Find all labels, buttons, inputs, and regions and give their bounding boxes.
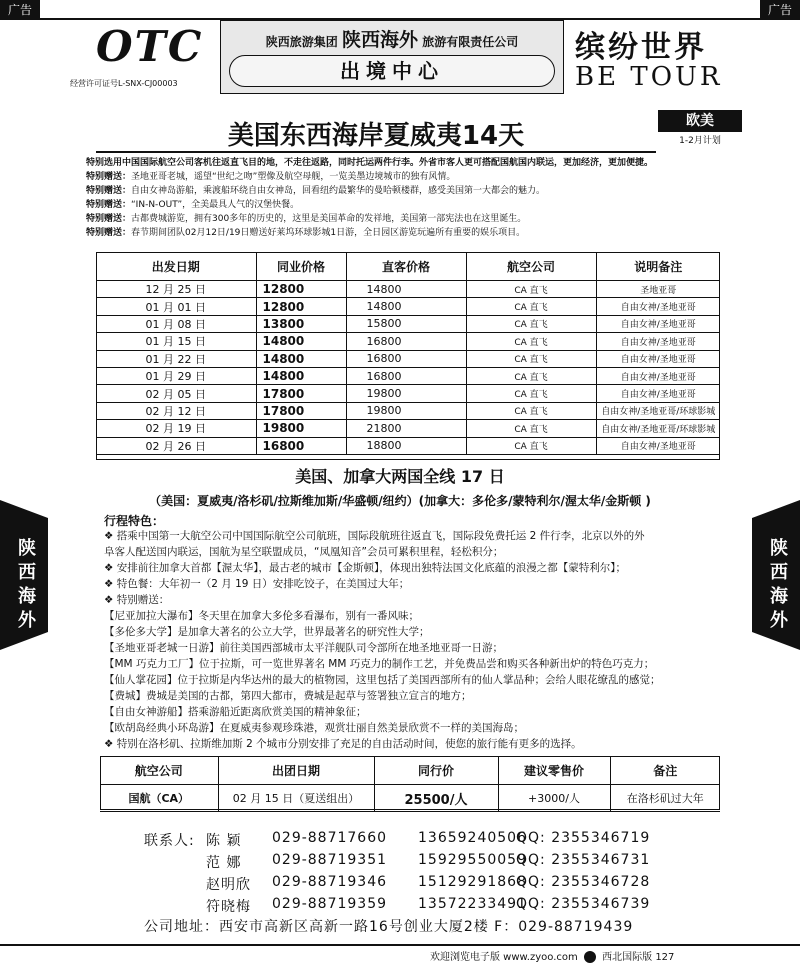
- company-suffix: 旅游有限责任公司: [422, 35, 519, 49]
- col-header: 航空公司: [100, 756, 218, 785]
- cell-note: 在洛杉矶过大年: [610, 785, 720, 812]
- cell-date: 01 月 29 日: [96, 367, 256, 384]
- region-badge: [658, 110, 742, 152]
- company-address: 公司地址：西安市高新区高新一路16号创业大厦2楼 F：029-88719439: [144, 919, 634, 935]
- footer-text: 欢迎浏览电子版 www.zyoo.com: [430, 952, 578, 963]
- side-tab-text-right: 陕西海外: [767, 538, 788, 634]
- otc-logo: OTC: [96, 22, 204, 71]
- itinerary-line: 阜客人配送国内联运，国航为星空联盟成员，“凤凰知音”会员可累积里程，轻松积分；: [104, 546, 504, 558]
- cell-airline: CA 直飞: [466, 402, 596, 419]
- cell-note: 自由女神/圣地亚哥: [596, 298, 720, 315]
- contact-name: 范 娜: [206, 855, 242, 871]
- cell-airline: CA 直飞: [466, 350, 596, 367]
- cell-direct-price: 16800: [346, 367, 466, 384]
- contact-mobile: 13572233491: [418, 896, 527, 912]
- company-name: 陕西海外: [341, 29, 418, 51]
- page-number: 127: [655, 952, 675, 963]
- cell-date: 02 月 15 日（夏送组出）: [218, 785, 374, 812]
- cell-direct-price: 16800: [346, 333, 466, 350]
- contact-label: 联系人:: [144, 833, 195, 849]
- cell-direct-price: 19800: [346, 385, 466, 402]
- side-tab-text-left: 陕西海外: [15, 538, 36, 634]
- cell-note: 自由女神/圣地亚哥: [596, 437, 720, 454]
- table-row: [96, 420, 720, 437]
- contact-name: 赵明欣: [206, 877, 251, 893]
- col-header: 出发日期: [96, 252, 256, 281]
- cell-airline: 国航（CA）: [100, 785, 218, 812]
- cell-date: 01 月 22 日: [96, 350, 256, 367]
- table-row: [96, 437, 720, 454]
- table-row: [96, 385, 720, 402]
- cell-date: 02 月 26 日: [96, 437, 256, 454]
- itinerary-line: ❖ 搭乘中国第一大航空公司中国国际航空公司航班，国际段航班往返直飞，国际段免费托运 2 件行李，北京以外的外: [104, 530, 645, 542]
- itinerary-line: 【圣地亚哥老城一日游】前往美国西部城市太平洋舰队司令部所在地圣地亚哥一日游；: [104, 642, 503, 654]
- department-name: 出境中心: [229, 55, 555, 87]
- feature-line: 特别赠送：自由女神岛游船，乘渡船环绕自由女神岛，回看纽约最繁华的曼哈顿楼群，感受美国第一大都会的魅力。: [86, 186, 546, 196]
- cell-peer-price: 12800: [256, 298, 346, 315]
- cell-airline: CA 直飞: [466, 281, 596, 298]
- cell-airline: CA 直飞: [466, 420, 596, 437]
- region-plan: 1-2月计划: [679, 136, 721, 146]
- cell-airline: CA 直飞: [466, 315, 596, 332]
- cell-airline: CA 直飞: [466, 333, 596, 350]
- col-header: 航空公司: [466, 252, 596, 281]
- cell-peer-price: 14800: [256, 367, 346, 384]
- schedule-table: [96, 252, 720, 455]
- cell-note: 自由女神/圣地亚哥: [596, 350, 720, 367]
- cell-airline: CA 直飞: [466, 385, 596, 402]
- itinerary-line: 【自由女神游船】搭乘游船近距离欣赏美国的精神象征；: [104, 706, 367, 718]
- table-row: [96, 367, 720, 384]
- itinerary-line: 【欧胡岛经典小环岛游】在夏威夷参观珍珠港，观赏壮丽自然美景欣赏不一样的美国海岛；: [104, 722, 524, 734]
- price-table: [100, 756, 720, 812]
- cell-airline: CA 直飞: [466, 367, 596, 384]
- cell-peer-price: 12800: [256, 281, 346, 298]
- cell-note: 自由女神/圣地亚哥: [596, 385, 720, 402]
- feature-line: 特别赠送：“IN-N-OUT”，全美最具人气的汉堡快餐。: [86, 200, 300, 210]
- cell-date: 01 月 15 日: [96, 333, 256, 350]
- col-header: 说明备注: [596, 252, 720, 281]
- cell-peer-price: 17800: [256, 385, 346, 402]
- cell-direct-price: 14800: [346, 281, 466, 298]
- itinerary-line: ❖ 特别赠送：: [104, 594, 170, 606]
- cell-airline: CA 直飞: [466, 298, 596, 315]
- contact-qq: QQ: 2355346739: [516, 896, 651, 912]
- cell-peer-price: 14800: [256, 350, 346, 367]
- cell-peer-price: 16800: [256, 437, 346, 454]
- cell-airline: CA 直飞: [466, 437, 596, 454]
- itinerary-line: 【费城】费城是美国的古都，第四大都市，费城是起草与签署独立宣言的地方；: [104, 690, 472, 702]
- footer-edition: 西北国际版: [602, 952, 653, 963]
- cell-date: 02 月 12 日: [96, 402, 256, 419]
- section-subtitle: （美国：夏威夷/洛杉矶/拉斯维加斯/华盛顿/纽约）(加拿大：多伦多/蒙特利尔/渥太华/金斯顿 ): [149, 494, 651, 508]
- cell-peer-price: 17800: [256, 402, 346, 419]
- contact-qq: QQ: 2355346719: [516, 830, 651, 846]
- ad-label-right: 广告: [760, 0, 800, 20]
- itinerary-line: 【多伦多大学】是加拿大著名的公立大学，世界最著名的研究性大学；: [104, 626, 430, 638]
- itinerary-label: 行程特色：: [104, 514, 165, 528]
- cell-note: 自由女神/圣地亚哥/环球影城: [596, 420, 720, 437]
- contact-mobile: 13659240506: [418, 830, 527, 846]
- price-header-row: [100, 756, 720, 785]
- table-row: [100, 785, 720, 812]
- cell-direct-price: 18800: [346, 437, 466, 454]
- footer-divider: [0, 944, 800, 946]
- contact-phone: 029-88719346: [272, 874, 388, 890]
- license-number: 经营许可证号L-SNX-CJ00003: [70, 79, 178, 88]
- region-name: 欧美: [658, 110, 742, 132]
- cell-note: 自由女神/圣地亚哥: [596, 333, 720, 350]
- cell-peer-price: 13800: [256, 315, 346, 332]
- section-title: 美国、加拿大两国全线 17 日: [295, 467, 505, 486]
- headline-bar: [96, 109, 656, 153]
- ad-label-left: 广告: [0, 0, 40, 20]
- contact-qq: QQ: 2355346728: [516, 874, 651, 890]
- itinerary-line: 【仙人掌花园】位于拉斯是内华达州的最大的植物园，这里包括了美国西部所有的仙人掌品种；会给人眼花缭乱的感觉；: [104, 674, 661, 686]
- contact-name: 陈 颖: [206, 833, 242, 849]
- itinerary-line: ❖ 特别在洛杉矶、拉斯维加斯 2 个城市分别安排了充足的自由活动时间，使您的旅行能有更多的选择。: [104, 738, 582, 750]
- brand-chinese: 缤纷世界: [575, 30, 707, 65]
- cell-peer-price: 25500/人: [374, 785, 498, 812]
- cell-date: 02 月 05 日: [96, 385, 256, 402]
- cell-direct-price: 21800: [346, 420, 466, 437]
- itinerary-line: ❖ 特色餐：大年初一（2 月 19 日）安排吃饺子，在美国过大年；: [104, 578, 410, 590]
- footer-logo-icon: [584, 951, 596, 963]
- tour-headline: 美国东西海岸夏威夷14天: [227, 121, 525, 151]
- table-row: [96, 298, 720, 315]
- contact-qq: QQ: 2355346731: [516, 852, 651, 868]
- cell-note: 自由女神/圣地亚哥: [596, 367, 720, 384]
- table-header-row: [96, 252, 720, 281]
- group-name: 陕西旅游集团: [265, 35, 338, 49]
- cell-note: 圣地亚哥: [596, 281, 720, 298]
- cell-direct-price: 19800: [346, 402, 466, 419]
- cell-date: 12 月 25 日: [96, 281, 256, 298]
- cell-date: 01 月 08 日: [96, 315, 256, 332]
- table-row: [96, 333, 720, 350]
- contact-phone: 029-88719351: [272, 852, 388, 868]
- cell-direct-price: 15800: [346, 315, 466, 332]
- cell-direct-price: 14800: [346, 298, 466, 315]
- col-header: 同业价格: [256, 252, 346, 281]
- cell-peer-price: 19800: [256, 420, 346, 437]
- cell-peer-price: 14800: [256, 333, 346, 350]
- itinerary-line: ❖ 安排前往加拿大首都【渥太华】，最古老的城市【金斯顿】，体现出独特法国文化底蕴的浪漫之都【蒙特利尔】；: [104, 562, 626, 574]
- cell-date: 01 月 01 日: [96, 298, 256, 315]
- feature-line: 特别赠送：春节期间团队02月12日/19日赠送好莱坞环球影城1日游，全日园区游览玩遍所有重要的娱乐项目。: [86, 228, 526, 238]
- feature-line: 特别赠送：圣地亚哥老城，遥望“世纪之吻”塑像及航空母舰，一览美墨边境城市的独有风情。: [86, 172, 456, 182]
- feature-line: 特别赠送：古都费城游览，拥有300多年的历史的，这里是美国革命的发祥地，美国第一部宪法也在这里诞生。: [86, 214, 527, 224]
- table-row: [96, 315, 720, 332]
- cell-date: 02 月 19 日: [96, 420, 256, 437]
- col-header: 备注: [610, 756, 720, 785]
- contact-mobile: 15929550059: [418, 852, 527, 868]
- contact-mobile: 15129291868: [418, 874, 527, 890]
- itinerary-line: 【MM 巧克力工厂】位于拉斯，可一览世界著名 MM 巧克力的制作工艺，并免费品尝和购买各种新出炉的特色巧克力；: [104, 658, 655, 670]
- table-row: [96, 281, 720, 298]
- company-banner: [220, 20, 564, 94]
- table-row: [96, 402, 720, 419]
- footer: [430, 948, 674, 963]
- cell-note: 自由女神/圣地亚哥: [596, 315, 720, 332]
- table-row: [96, 350, 720, 367]
- cell-note: 自由女神/圣地亚哥/环球影城: [596, 402, 720, 419]
- col-header: 直客价格: [346, 252, 466, 281]
- cell-retail-price: +3000/人: [498, 785, 610, 812]
- col-header: 建议零售价: [498, 756, 610, 785]
- contact-name: 符晓梅: [206, 899, 251, 915]
- col-header: 出团日期: [218, 756, 374, 785]
- itinerary-line: 【尼亚加拉大瀑布】冬天里在加拿大多伦多看瀑布，别有一番风味；: [104, 610, 419, 622]
- col-header: 同行价: [374, 756, 498, 785]
- contact-phone: 029-88717660: [272, 830, 388, 846]
- cell-direct-price: 16800: [346, 350, 466, 367]
- contact-phone: 029-88719359: [272, 896, 388, 912]
- feature-line: 特别选用中国国际航空公司客机往返直飞目的地，不走往返路，同时托运两件行李。外省市客人更可搭配国航国内联运，更加经济，更加便捷。: [86, 158, 654, 168]
- brand-english: BE TOUR: [575, 62, 723, 92]
